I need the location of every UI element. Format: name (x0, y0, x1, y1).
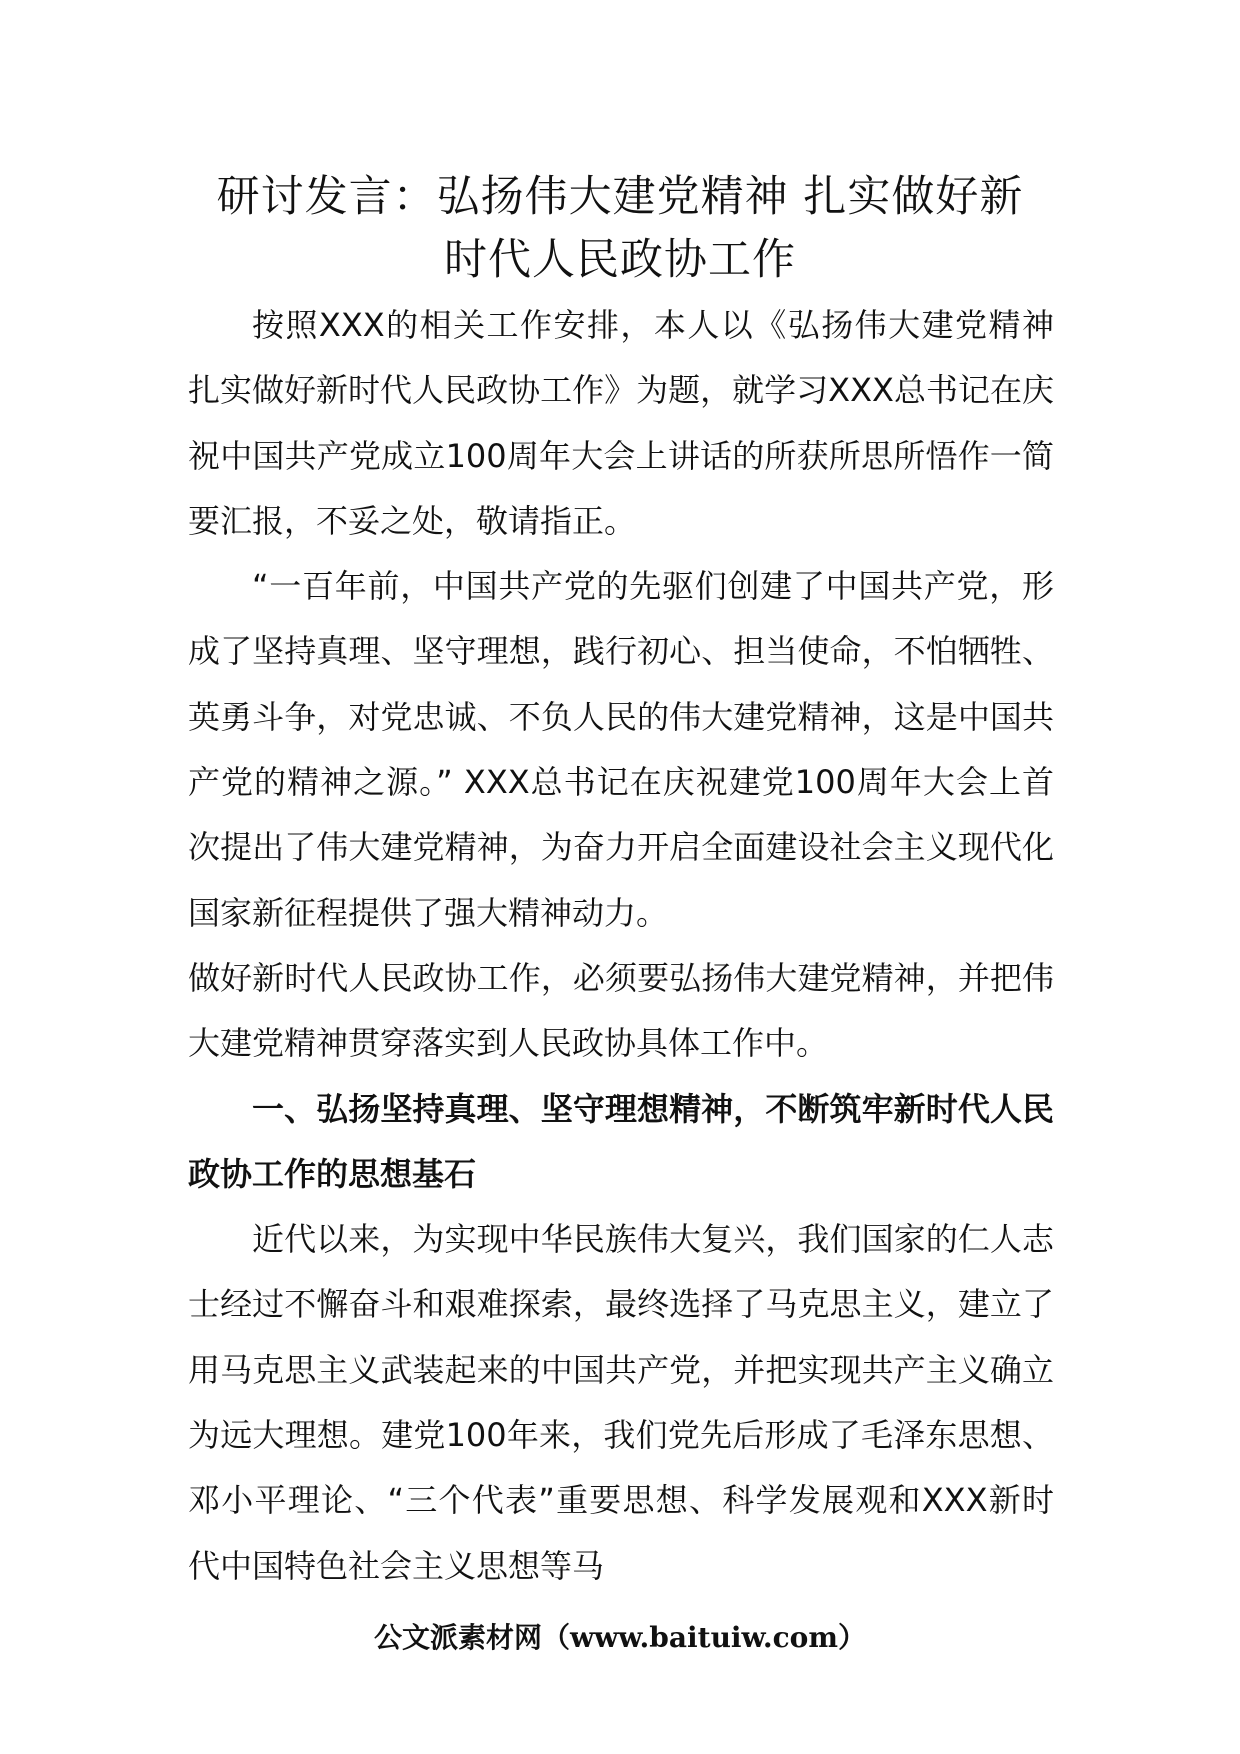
paragraph-section-1: 近代以来，为实现中华民族伟大复兴，我们国家的仁人志士经过不懈奋斗和艰难探索，最终选择了马克思主义，建立了用马克思主义武装起来的中国共产党，并把实现共产主义确立为远大理想。建党100年来，我们党先后形成了毛泽东思想、邓小平理论、“三个代表”重要思想、科学发展观和XXX新时代中国特色社会主义思想等马 (188, 1220, 1054, 1585)
paragraph-continuation: 做好新时代人民政协工作，必须要弘扬伟大建党精神，并把伟大建党精神贯穿落实到人民政协具体工作中。 (188, 958, 1054, 1063)
paragraph-intro: 按照XXX的相关工作安排，本人以《弘扬伟大建党精神 扎实做好新时代人民政协工作》为题，就学习XXX总书记在庆祝中国共产党成立100周年大会上讲话的所获所思所悟作一简要汇报，不妥之处，敬请指正。 (188, 306, 1054, 540)
section-heading-1: 一、弘扬坚持真理、坚守理想精神，不断筑牢新时代人民政协工作的思想基石 (188, 1089, 1054, 1193)
title-line-2: 时代人民政协工作 (444, 235, 796, 285)
document-body (188, 293, 1054, 1599)
paragraph-quote: “一百年前，中国共产党的先驱们创建了中国共产党，形成了坚持真理、坚守理想，践行初心、担当使命，不怕牺牲、英勇斗争，对党忠诚、不负人民的伟大建党精神，这是中国共产党的精神之源。” XXX总书记在庆祝建党100周年大会上首次提出了伟大建党精神，为奋力开启全面建设社会主义现代化国家新征程提供了强大精神动力。 (188, 567, 1054, 932)
footer-watermark: 公文派素材网（www.baituiw.com） (374, 1621, 866, 1654)
title-line-1: 研讨发言：弘扬伟大建党精神 扎实做好新 (216, 172, 1024, 222)
document-title (180, 166, 1060, 292)
